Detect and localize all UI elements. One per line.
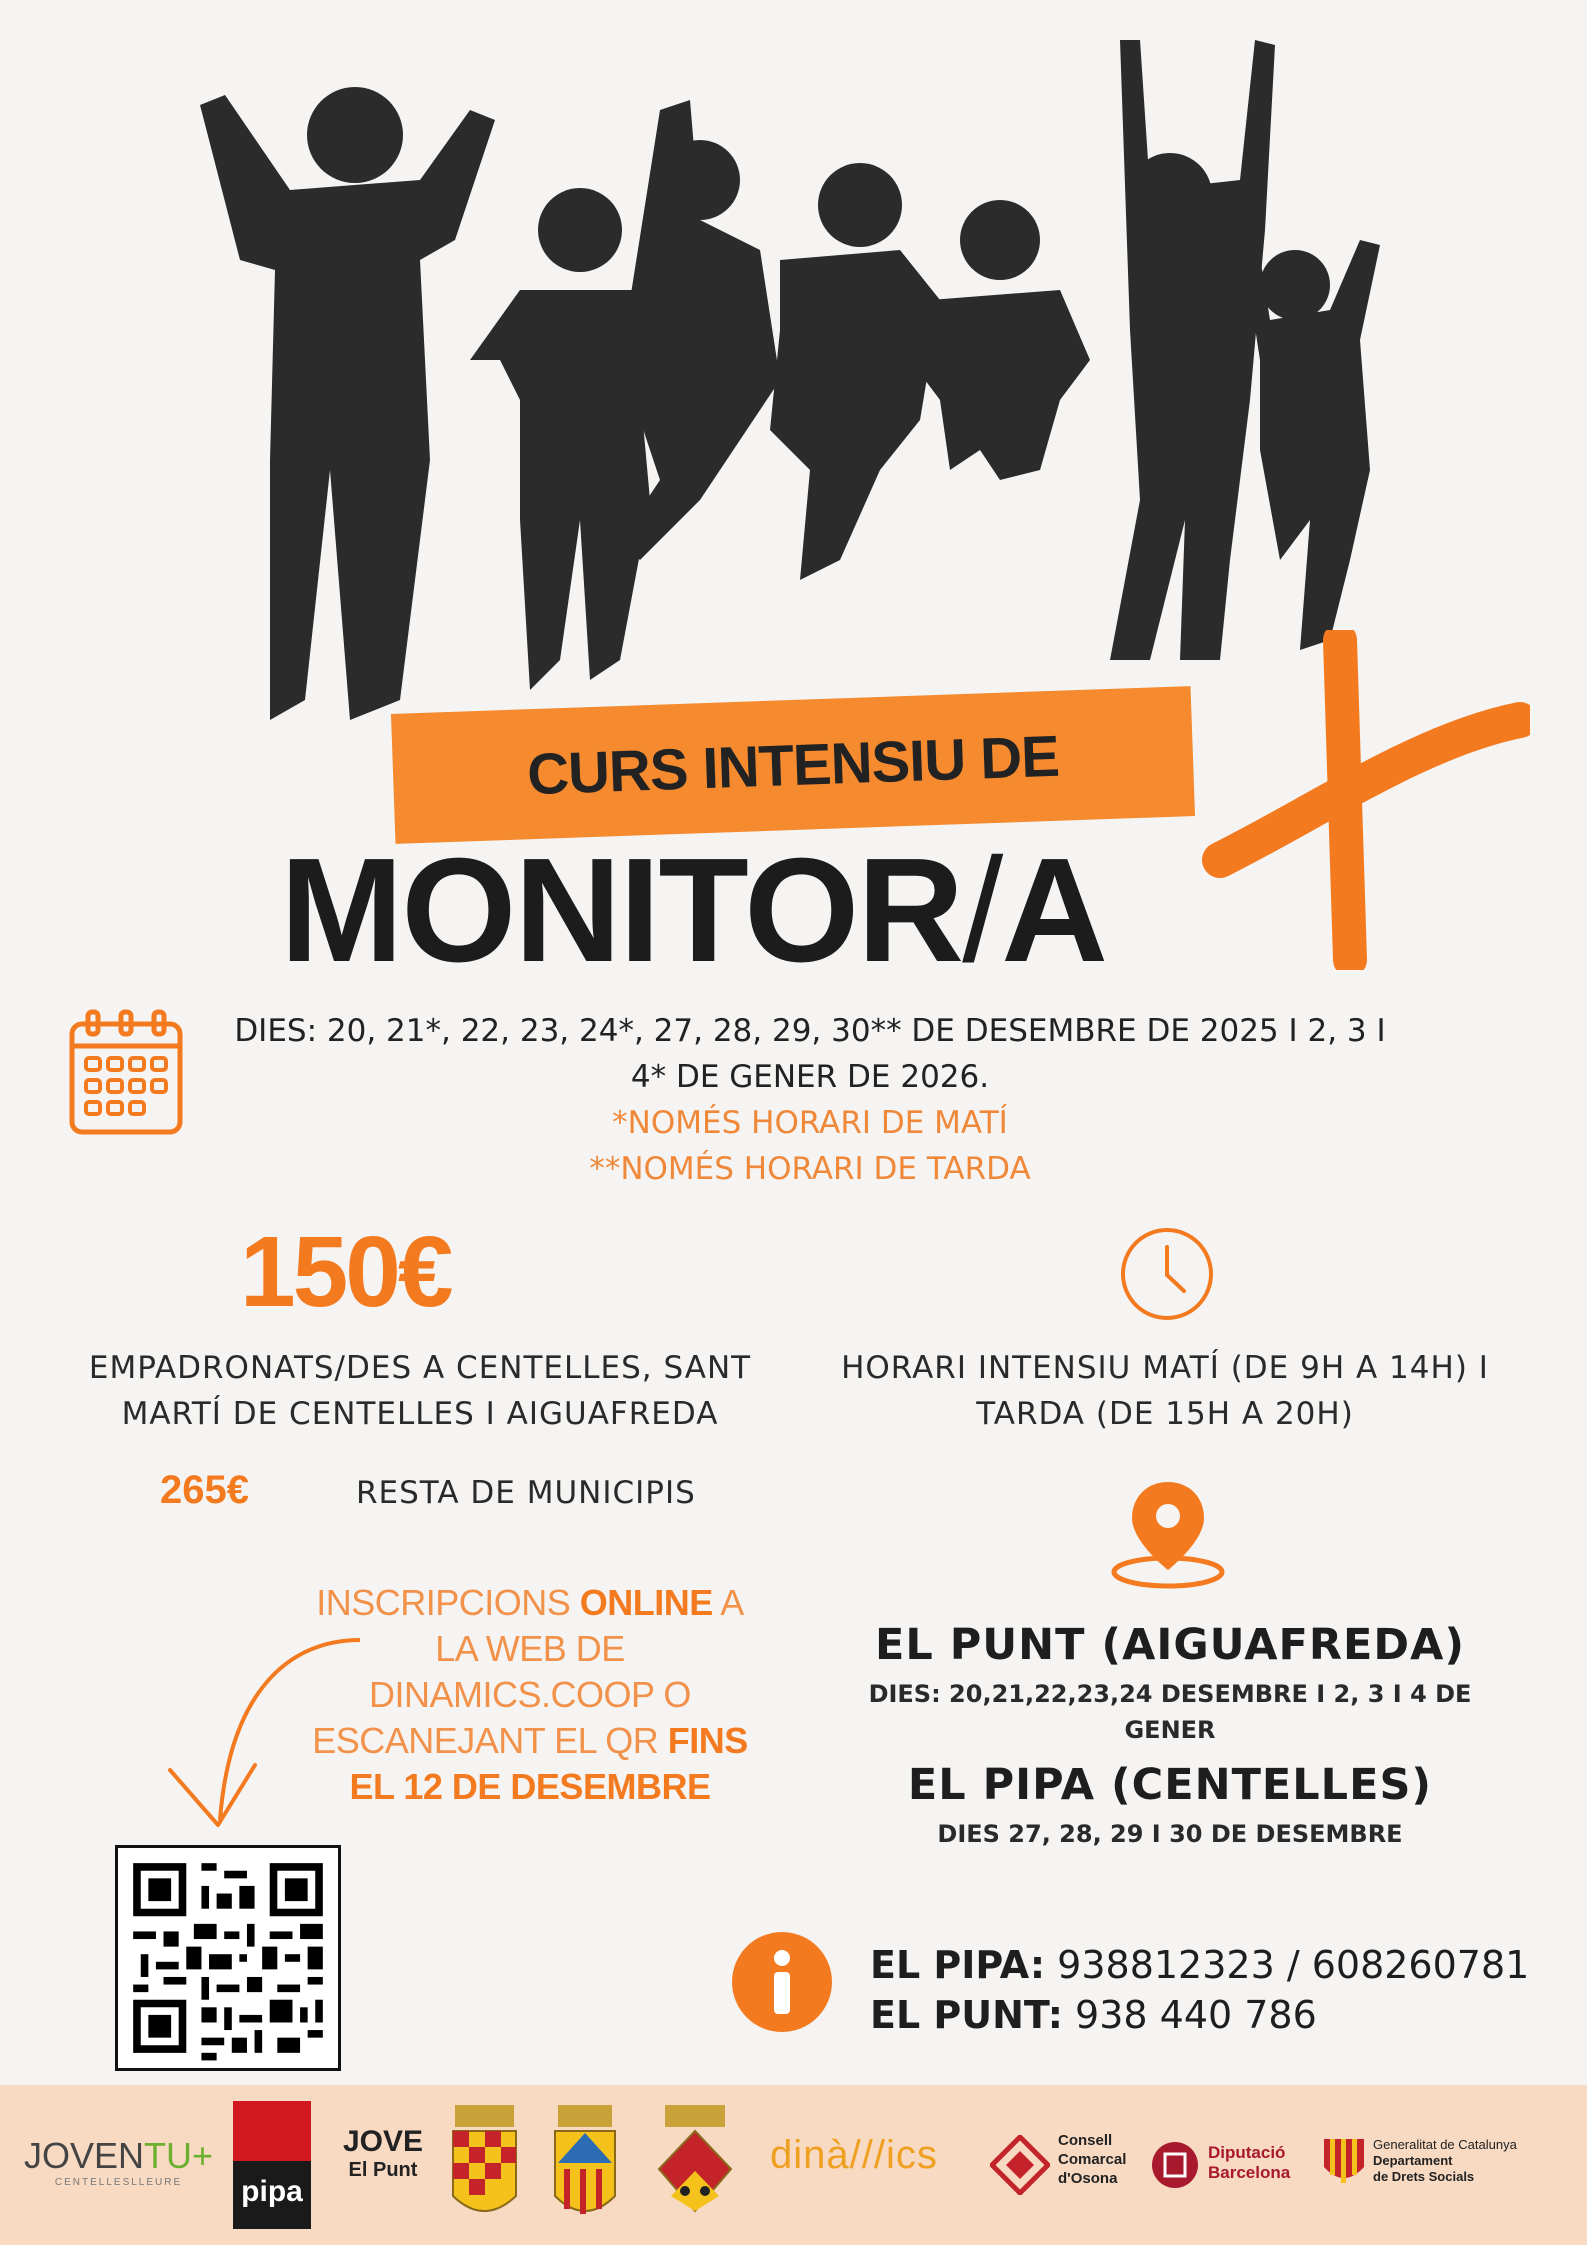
joventut-text: JOVEN: [24, 2135, 145, 2176]
diputacio-icon: [1150, 2140, 1200, 2190]
contact-block: [870, 1940, 1529, 2040]
silhouette-6: [1110, 40, 1275, 660]
logo-diputacio: [1208, 2143, 1290, 2183]
sponsors-footer: [0, 2085, 1587, 2245]
schedule-text: [805, 1345, 1525, 1437]
elpunt-text: El Punt: [348, 2159, 418, 2181]
main-price-description: [60, 1345, 780, 1437]
joventut-accent: TU+: [144, 2135, 214, 2176]
reg-line-1c: A: [712, 1582, 744, 1623]
logo-generalitat: [1373, 2137, 1517, 2185]
main-price: 150€: [240, 1216, 451, 1328]
logo-dinamics: dinà///ics: [770, 2133, 938, 2177]
dates-block: [190, 1008, 1430, 1192]
hero-silhouettes: [0, 0, 1587, 720]
curved-arrow-icon: [150, 1620, 380, 1850]
coat-of-arms-aiguafreda-icon: [655, 2101, 735, 2226]
schedule-line-2: TARDA (DE 15H A 20H): [976, 1396, 1354, 1432]
reg-line-1b: ONLINE: [579, 1582, 713, 1623]
page-title: [280, 828, 1320, 993]
main-desc-line-1: EMPADRONATS/DES A CENTELLES, SANT: [88, 1350, 752, 1386]
tagline-text: CURS INTENSIU DE: [526, 723, 1060, 807]
title-main: MONITOR: [280, 828, 963, 993]
contact-pipa-label: EL PIPA:: [870, 1943, 1046, 1987]
logo-joventut: [24, 2135, 213, 2188]
other-price: 265€: [160, 1468, 249, 1512]
silhouette-4: [770, 163, 940, 580]
reg-line-1a: INSCRIPCIONS: [316, 1582, 580, 1623]
consell-line-3: d'Osona: [1058, 2170, 1118, 2187]
location-pin-icon: [1108, 1478, 1228, 1590]
generalitat-line-1: Generalitat de Catalunya: [1373, 2137, 1517, 2152]
calendar-icon: [66, 1008, 186, 1140]
diputacio-line-2: Barcelona: [1208, 2163, 1291, 2182]
other-price-description: RESTA DE MUNICIPIS: [356, 1475, 696, 1511]
contact-punt-phone[interactable]: 938 440 786: [1062, 1993, 1317, 2037]
reg-line-3: DINAMICS.COOP O: [369, 1674, 691, 1715]
coat-of-arms-sant-marti-icon: [550, 2101, 620, 2226]
generalitat-icon: [1322, 2137, 1366, 2187]
note-morning: *NOMÉS HORARI DE MATÍ: [612, 1105, 1008, 1141]
dates-line-1: DIES: 20, 21*, 22, 23, 24*, 27, 28, 29, 30** DE DESEMBRE DE 2025 I 2, 3 I: [234, 1013, 1386, 1049]
logo-consell-comarcal: [1058, 2131, 1126, 2188]
location-2: [830, 1760, 1510, 1852]
location-1-dates: DIES: 20,21,22,23,24 DESEMBRE I 2, 3 I 4 DE: [868, 1680, 1472, 1708]
silhouette-5: [910, 200, 1090, 480]
consell-line-1: Consell: [1058, 2132, 1113, 2149]
contact-punt-label: EL PUNT:: [870, 1993, 1063, 2037]
diputacio-line-1: Diputació: [1208, 2143, 1286, 2162]
location-2-title: EL PIPA (CENTELLES): [907, 1760, 1433, 1810]
jove-text: JOVE: [342, 2125, 424, 2158]
location-1-title: EL PUNT (AIGUAFREDA): [874, 1620, 1466, 1670]
silhouette-7: [1240, 225, 1380, 650]
consell-osona-icon: [990, 2135, 1050, 2195]
consell-line-2: Comarcal: [1058, 2151, 1127, 2168]
reg-line-4b: FINS: [667, 1720, 748, 1761]
reg-line-5: EL 12 DE DESEMBRE: [349, 1766, 711, 1807]
info-icon: [730, 1930, 835, 2035]
logo-pipa: [233, 2101, 311, 2229]
clock-icon: [1118, 1225, 1216, 1323]
generalitat-line-2: Departament: [1373, 2153, 1453, 2168]
main-desc-line-2: MARTÍ DE CENTELLES I AIGUAFREDA: [121, 1396, 719, 1432]
dates-line-2: 4* DE GENER DE 2026.: [630, 1059, 990, 1095]
silhouette-1: [200, 87, 495, 720]
title-end: A: [1001, 828, 1107, 993]
tagline-banner: [391, 686, 1195, 844]
pipa-text: pipa: [241, 2175, 303, 2208]
coat-of-arms-centelles-icon: [447, 2101, 522, 2226]
logo-jove-elpunt: [338, 2125, 428, 2182]
reg-line-4a: ESCANEJANT EL QR: [312, 1720, 668, 1761]
qr-code[interactable]: [115, 1845, 341, 2071]
reg-line-2: LA WEB DE: [435, 1628, 625, 1669]
qr-code-image: [118, 1848, 338, 2068]
location-2-dates: DIES 27, 28, 29 I 30 DE DESEMBRE: [937, 1820, 1403, 1848]
note-afternoon: **NOMÉS HORARI DE TARDA: [589, 1151, 1031, 1187]
location-1-dates-2: GENER: [1124, 1716, 1216, 1744]
schedule-line-1: HORARI INTENSIU MATÍ (DE 9H A 14H) I: [841, 1350, 1489, 1386]
contact-pipa-phone[interactable]: 938812323 / 608260781: [1045, 1943, 1530, 1987]
generalitat-line-3: de Drets Socials: [1373, 2169, 1475, 2184]
joventut-sub: CENTELLESLLEURE: [54, 2177, 183, 2188]
location-1: [830, 1620, 1510, 1748]
title-slash: /: [962, 828, 1002, 993]
